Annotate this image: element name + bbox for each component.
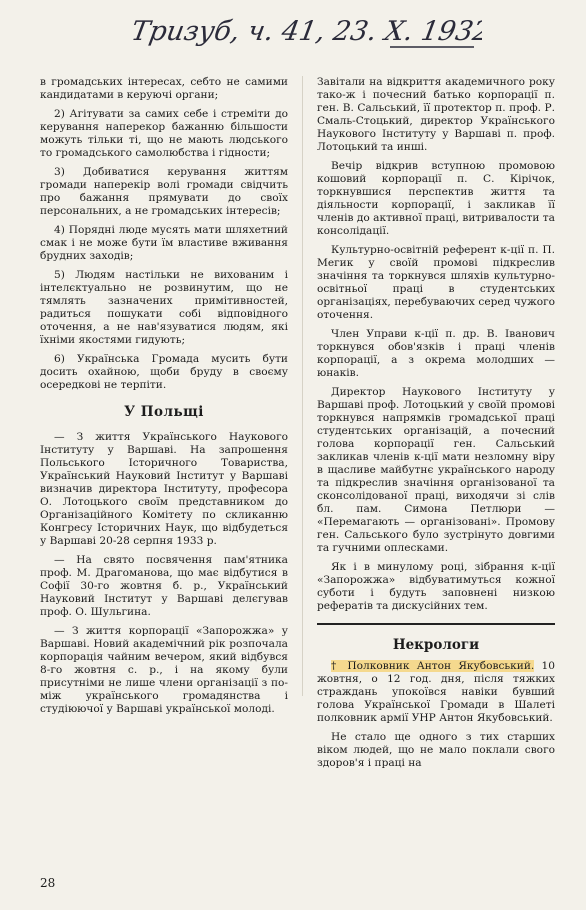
handwritten-note-svg	[132, 6, 482, 58]
left-column	[40, 76, 288, 722]
right-paragraph-6: Як і в минулому році, зібрання к-ції «Запорожжа» відбуватимуться кожної суботи і будуть заповнені низкою рефератів та дискусійних тем.	[317, 561, 555, 612]
section-rule	[317, 623, 555, 625]
right-paragraph-1: Завітали на відкриття академичного року тако-ж і почесний батько корпорації п. ген. В. Сальський, її протектор п. проф. Р. Смаль-Стоцький, директор Українського Наукового Інституту у Варшаві п. проф. Лотоцький та инші.	[317, 76, 555, 153]
left-paragraph-3: 3) Добиватися керування життям громади наперекір волі громади свідчить про бажання прямувати до своїх персональних, а не громадських інтересів;	[40, 166, 288, 217]
left-paragraph-6: 6) Українська Громада мусить бути досить охайною, щоби бруду в своєму осередкові не терпіти.	[40, 353, 288, 391]
column-divider	[302, 76, 303, 696]
handwritten-note	[132, 6, 482, 58]
news-item-institute: — З життя Українського Наукового Інституту у Варшаві. На запрошення Польського Історичного Товариства, Український Науковий Інститут у Варшаві визначив директора Інституту, професора О. Лотоцького своїм представником до Організаційного Комітету по скликанню Конгресу Історичних Наук, що відбудеться у Варшаві 20-28 серпня 1933 р.	[40, 431, 288, 547]
right-paragraph-3: Культурно-освітній референт к-ції п. П. Мегик у своїй промові підкреслив значіння та торкнувся шляхів культурно-освітньої праці в студентських організаціях, перебуваючих серед чужого оточення.	[317, 244, 555, 321]
necrology-entry	[317, 660, 555, 725]
left-paragraph-5: 5) Людям настільки не вихованим і інтелєктуально не розвинутим, що не тямлять зазначених примітивностей, радиться пошукати собі відповідного оточення, а не нав'язуватися людям, які їхніми якостями гидують;	[40, 269, 288, 346]
necrology-heading: Некрологи	[392, 637, 480, 653]
page-number: 28	[40, 876, 56, 890]
section-heading-poland: У Польщі	[124, 404, 204, 420]
left-paragraph-2: 2) Агітувати за самих себе і стреміти до керування наперекор бажанню більшости можуть тільки ті, що не мають людського то громадського самолюбства і гідности;	[40, 108, 288, 159]
news-item-zaporozhzha: — З життя корпорації «Запорожжа» у Варшаві. Новий академічний рік розпочала корпорація чайним вечером, який відбувся 8-го жовтня с. р., і на якому були присутніми не лише члени організації з по-між українського громадянства і студіюючої у Варшаві української молоді.	[40, 625, 288, 715]
left-paragraph-4: 4) Порядні люде мусять мати шляхетний смак і не може бути їм властиве вживання брудних заходів;	[40, 224, 288, 262]
necrology-text: 10 жовтня, о 12 год. дня, після тяжких страждань упокоївся навіки бувший голова Української Громади в Шалеті полковник армії УНР Антон Якубовський.	[317, 660, 555, 724]
right-paragraph-5: Директор Наукового Інституту у Варшаві проф. Лотоцький у своїй промові торкнувся напрямків громадської праці студентських організацій, а почесний голова корпорації ген. Сальський закликав членів к-ції мати незломну віру в щасливе майбутнє українського народу та підкреслив значіння організованої та сконсолідованої праці, виходячи зі слів бл. пам. Симона Петлюри — «Перемагають — організовані». Промову ген. Сальського було зустрінуто довгими та гучними оплесками.	[317, 386, 555, 554]
right-paragraph-2: Вечір відкрив вступною промовою кошовий корпорації п. С. Кірічок, торкнувшися перспектив життя та діяльности корпорації, і закликав її членів до активної праці, витривалости та консолідації.	[317, 160, 555, 237]
handwritten-note-text: Тризуб, ч. 41, 23. X. 1932	[132, 16, 482, 47]
news-item-dragomanov: — На свято посвячення пам'ятника проф. М. Драгоманова, що має відбутися в Софії 30-го жовтня б. р., Український Науковий Інститут у Варшаві делєгував проф. О. Шульгина.	[40, 554, 288, 618]
necrology-paragraph-2: Не стало ще одного з тих старших віком людей, що не мало поклали свого здоров'я і праці на	[317, 731, 555, 769]
left-paragraph-1: в громадських інтересах, себто не самими кандидатами в керуючі органи;	[40, 76, 288, 101]
necrology-name-highlight: † Полковник Антон Якубовський.	[331, 660, 535, 672]
right-paragraph-4: Член Управи к-ції п. др. В. Іванович торкнувся обов'язків і праці членів корпорації, а з окрема молодших — юнаків.	[317, 328, 555, 379]
right-column	[317, 76, 555, 776]
